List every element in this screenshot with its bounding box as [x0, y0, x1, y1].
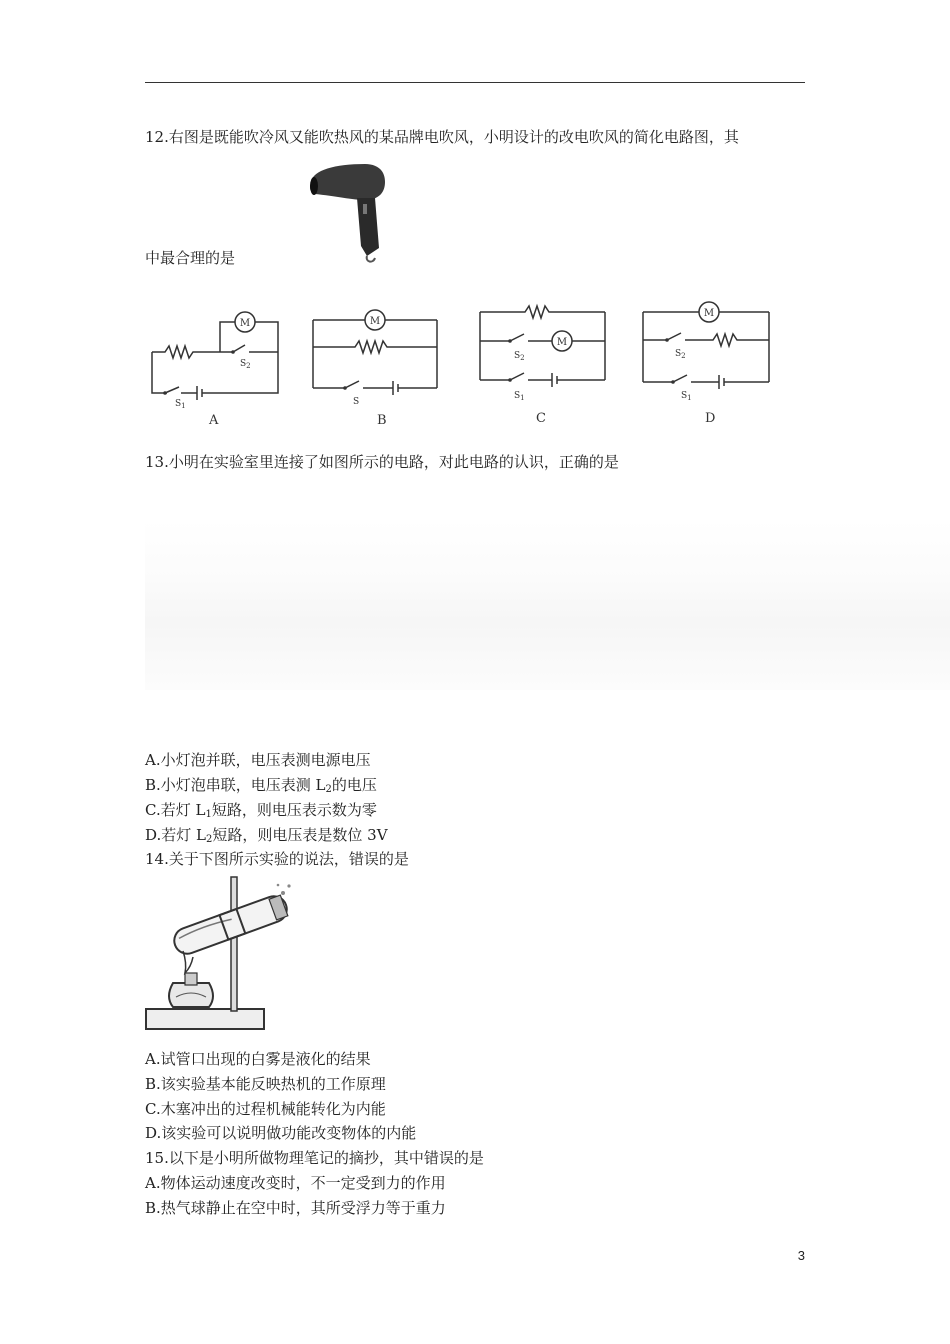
q12-stem-line2: 中最合理的是	[145, 249, 236, 267]
q13-stem: 13.小明在实验室里连接了如图所示的电路，对此电路的认识，正确的是	[145, 453, 619, 471]
circuit-a-switch-s1: S	[175, 399, 182, 409]
circuit-option-a	[145, 300, 285, 428]
q13-option-b-sub: 2	[325, 784, 332, 795]
q13-option-b-text: B.小灯泡串联，电压表测 L	[145, 776, 326, 794]
circuit-option-d	[635, 298, 780, 428]
q13-option-c-text: C.若灯 L	[145, 801, 206, 819]
q13-option-d-sub: 2	[206, 834, 213, 845]
circuit-c-motor-symbol: M	[556, 337, 568, 348]
circuit-a-switch-s2-sub: 2	[246, 362, 251, 370]
q13-option-b-tail: 的电压	[331, 776, 377, 794]
circuit-option-b	[305, 300, 450, 428]
q14-option-b: B.该实验基本能反映热机的工作原理	[145, 1075, 386, 1093]
svg-text:S2	[514, 351, 525, 362]
q12-stem-line1: 12.右图是既能吹冷风又能吹热风的某品牌电吹风，小明设计的改电吹风的简化电路图，其	[145, 128, 739, 146]
q14-stem: 14.关于下图所示实验的说法，错误的是	[145, 850, 409, 868]
svg-text:S1	[681, 391, 692, 402]
circuit-d-switch-s2-sub: 2	[681, 352, 686, 360]
circuit-a-label: A	[209, 413, 219, 428]
circuit-a-motor-symbol: M	[239, 318, 251, 329]
svg-text:S1	[175, 399, 186, 410]
circuit-c-switch-s2-sub: 2	[520, 354, 525, 362]
test-tube-experiment-image	[143, 875, 303, 1045]
circuit-c-switch-s2: S	[514, 351, 521, 361]
q13-option-d-text: D.若灯 L	[145, 826, 206, 844]
q13-option-d-tail: 短路，则电压表是数位 3V	[212, 826, 388, 844]
circuit-b-label: B	[377, 413, 387, 428]
circuit-b-motor-symbol: M	[369, 316, 381, 327]
q13-option-a: A.小灯泡并联，电压表测电源电压	[145, 751, 371, 769]
circuit-d-motor-symbol: M	[703, 308, 715, 319]
svg-text:S2	[240, 359, 251, 370]
circuit-b-switch-s: S	[353, 397, 360, 407]
circuit-c-switch-s1: S	[514, 391, 521, 401]
q13-option-c-sub: 1	[205, 809, 212, 820]
q15-option-a: A.物体运动速度改变时，不一定受到力的作用	[145, 1174, 446, 1192]
circuit-d-switch-s1: S	[681, 391, 688, 401]
q13-option-c	[145, 800, 377, 820]
q13-option-b	[145, 775, 377, 795]
svg-text:S2	[675, 349, 686, 360]
page-number: 3	[797, 1248, 805, 1263]
circuit-c-switch-s1-sub: 1	[520, 394, 525, 402]
hair-dryer-image	[305, 160, 395, 265]
circuit-d-switch-s1-sub: 1	[687, 394, 692, 402]
q14-option-d: D.该实验可以说明做功能改变物体的内能	[145, 1124, 417, 1142]
svg-text:S1	[514, 391, 525, 402]
circuit-d-switch-s2: S	[675, 349, 682, 359]
q14-option-a: A.试管口出现的白雾是液化的结果	[145, 1050, 371, 1068]
circuit-c-label: C	[536, 411, 546, 426]
q15-option-b: B.热气球静止在空中时，其所受浮力等于重力	[145, 1199, 446, 1217]
circuit-d-label: D	[705, 411, 716, 426]
header-rule	[145, 82, 805, 83]
circuit-a-switch-s1-sub: 1	[181, 402, 186, 410]
q13-option-c-tail: 短路，则电压表示数为零	[211, 801, 377, 819]
q15-stem: 15.以下是小明所做物理笔记的摘抄，其中错误的是	[145, 1149, 484, 1167]
q14-option-c: C.木塞冲出的过程机械能转化为内能	[145, 1100, 386, 1118]
q13-faded-figure	[145, 520, 950, 690]
q13-option-d	[145, 825, 388, 845]
circuit-a-switch-s2: S	[240, 359, 247, 369]
circuit-option-c	[470, 298, 620, 428]
